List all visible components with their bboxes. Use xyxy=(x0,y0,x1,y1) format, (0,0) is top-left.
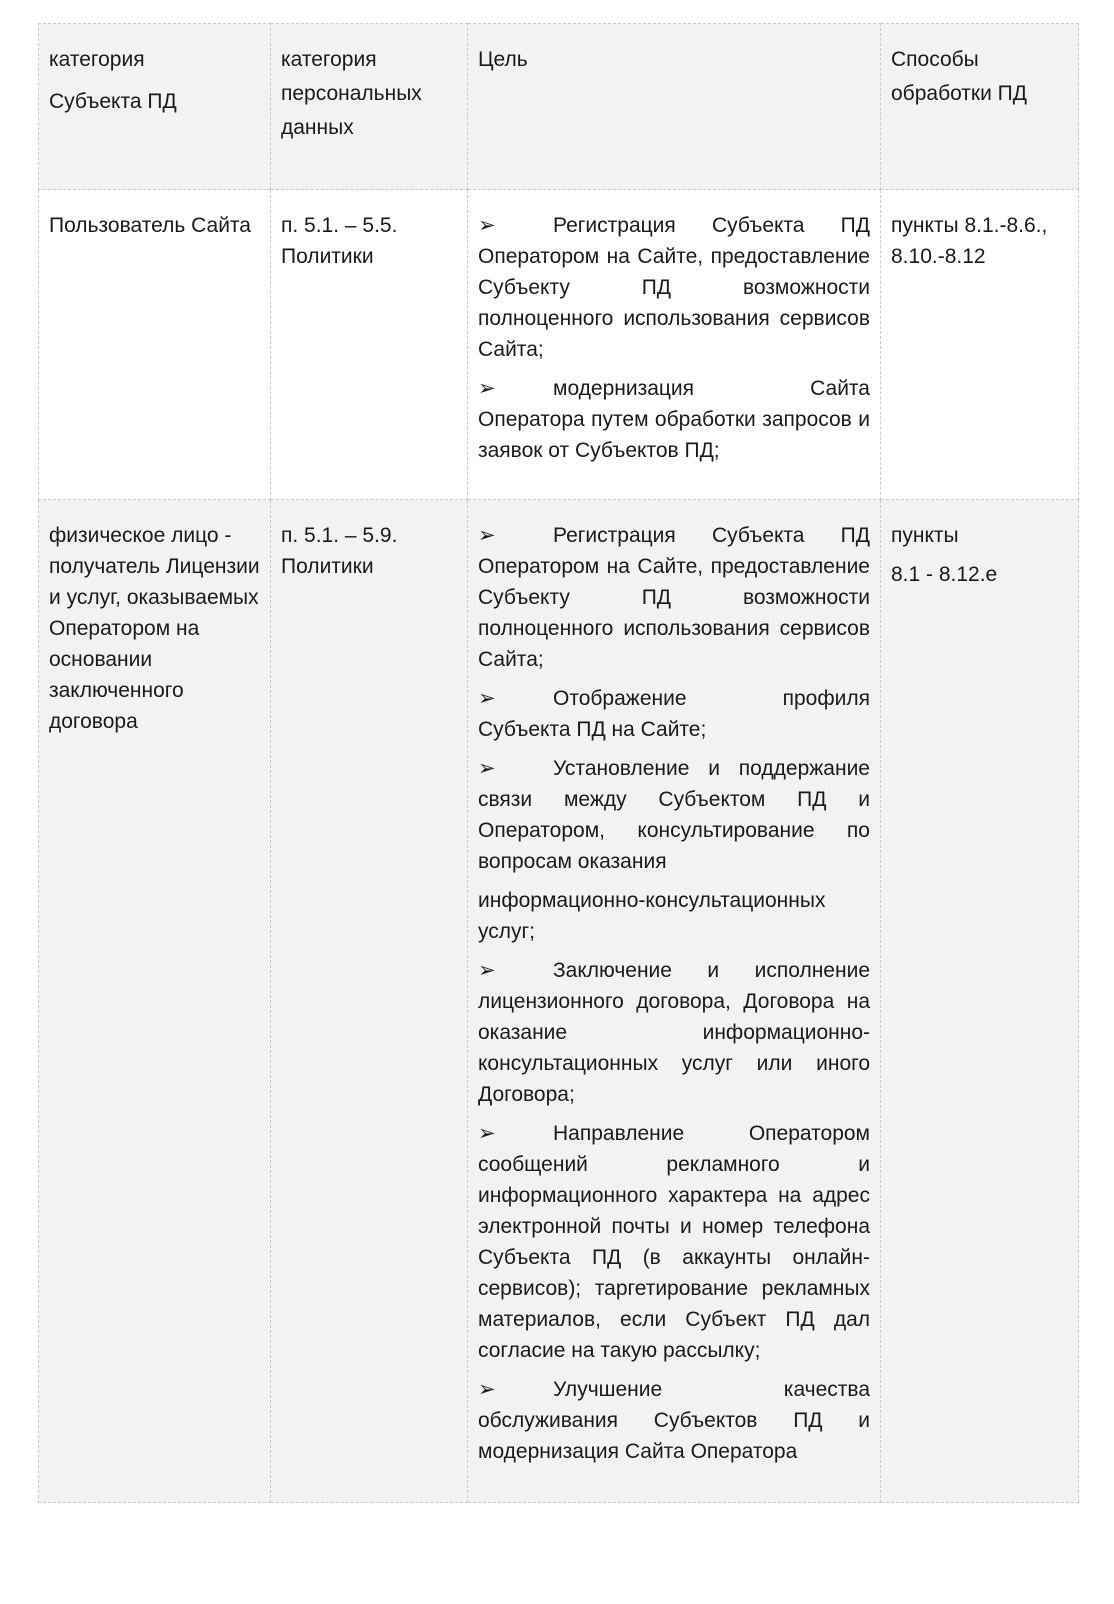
header-methods: Способы обработки ПД xyxy=(891,48,1027,105)
categories-text: п. 5.1. – 5.5. Политики xyxy=(281,214,398,268)
goal-item xyxy=(478,373,870,466)
subject-cell xyxy=(39,190,271,500)
methods-line1: пункты xyxy=(891,524,959,547)
goal-text: Регистрация Субъекта ПД Оператором на Сайте, предоставление Субъекту ПД возможности полноценного использования сервисов Сайта; xyxy=(478,214,870,361)
methods-cell xyxy=(881,190,1079,500)
header-cell-goal xyxy=(468,24,881,190)
goal-item xyxy=(478,683,870,745)
header-subject-line2: Субъекта ПД xyxy=(49,90,177,113)
bullet-arrow-icon: ➢ xyxy=(478,1378,496,1401)
subject-text: Пользователь Сайта xyxy=(49,214,251,237)
header-cell-methods xyxy=(881,24,1079,190)
header-data-category: категория персональных данных xyxy=(281,48,422,139)
header-subject-line1: категория xyxy=(49,48,145,71)
bullet-arrow-icon: ➢ xyxy=(478,959,496,982)
table-row xyxy=(39,190,1079,500)
goal-item xyxy=(478,955,870,1110)
methods-line2: 8.1 - 8.12.е xyxy=(891,563,998,586)
goal-cell xyxy=(468,500,881,1503)
goal-text: Улучшение качества обслуживания Субъектов ПД и модернизация Сайта Оператора xyxy=(478,1378,870,1463)
goal-cell xyxy=(468,190,881,500)
methods-cell xyxy=(881,500,1079,1503)
header-cell-subject-category xyxy=(39,24,271,190)
bullet-arrow-icon: ➢ xyxy=(478,757,496,780)
goal-item xyxy=(478,1374,870,1467)
goal-item xyxy=(478,1118,870,1366)
goal-item xyxy=(478,753,870,877)
goal-text: модернизация Сайта Оператора путем обработки запросов и заявок от Субъектов ПД; xyxy=(478,377,870,462)
header-goal: Цель xyxy=(478,48,528,71)
goal-text: Отображение профиля Субъекта ПД на Сайте; xyxy=(478,687,870,741)
categories-cell xyxy=(271,500,468,1503)
goal-text: Установление и поддержание связи между Субъектом ПД и Оператором, консультирование по вопросам оказания xyxy=(478,757,870,873)
table-header-row xyxy=(39,24,1079,190)
bullet-arrow-icon: ➢ xyxy=(478,1122,496,1145)
bullet-arrow-icon: ➢ xyxy=(478,214,496,237)
categories-text: п. 5.1. – 5.9. Политики xyxy=(281,524,398,578)
goal-text: Заключение и исполнение лицензионного договора, Договора на оказание информационно-консультационных услуг или иного Договора; xyxy=(478,959,870,1106)
categories-cell xyxy=(271,190,468,500)
bullet-arrow-icon: ➢ xyxy=(478,377,496,400)
header-cell-data-category xyxy=(271,24,468,190)
table-row xyxy=(39,500,1079,1503)
subject-text: физическое лицо - получатель Лицензии и услуг, оказываемых Оператором на основании заключенного договора xyxy=(49,524,260,733)
subject-cell xyxy=(39,500,271,1503)
goal-text: Направление Оператором сообщений рекламного и информационного характера на адрес электронной почты и номер телефона Субъекта ПД (в аккаунты онлайн-сервисов); таргетирование рекламных материалов, если Субъект ПД дал согласие на такую рассылку; xyxy=(478,1122,870,1362)
methods-text: пункты 8.1.-8.6., 8.10.-8.12 xyxy=(891,214,1048,268)
goal-item xyxy=(478,210,870,365)
bullet-arrow-icon: ➢ xyxy=(478,687,496,710)
goal-continuation: информационно-консультационных услуг; xyxy=(478,889,826,943)
personal-data-table xyxy=(38,23,1079,1503)
goal-item xyxy=(478,520,870,675)
bullet-arrow-icon: ➢ xyxy=(478,524,496,547)
goal-text: Регистрация Субъекта ПД Оператором на Сайте, предоставление Субъекту ПД возможности полноценного использования сервисов Сайта; xyxy=(478,524,870,671)
